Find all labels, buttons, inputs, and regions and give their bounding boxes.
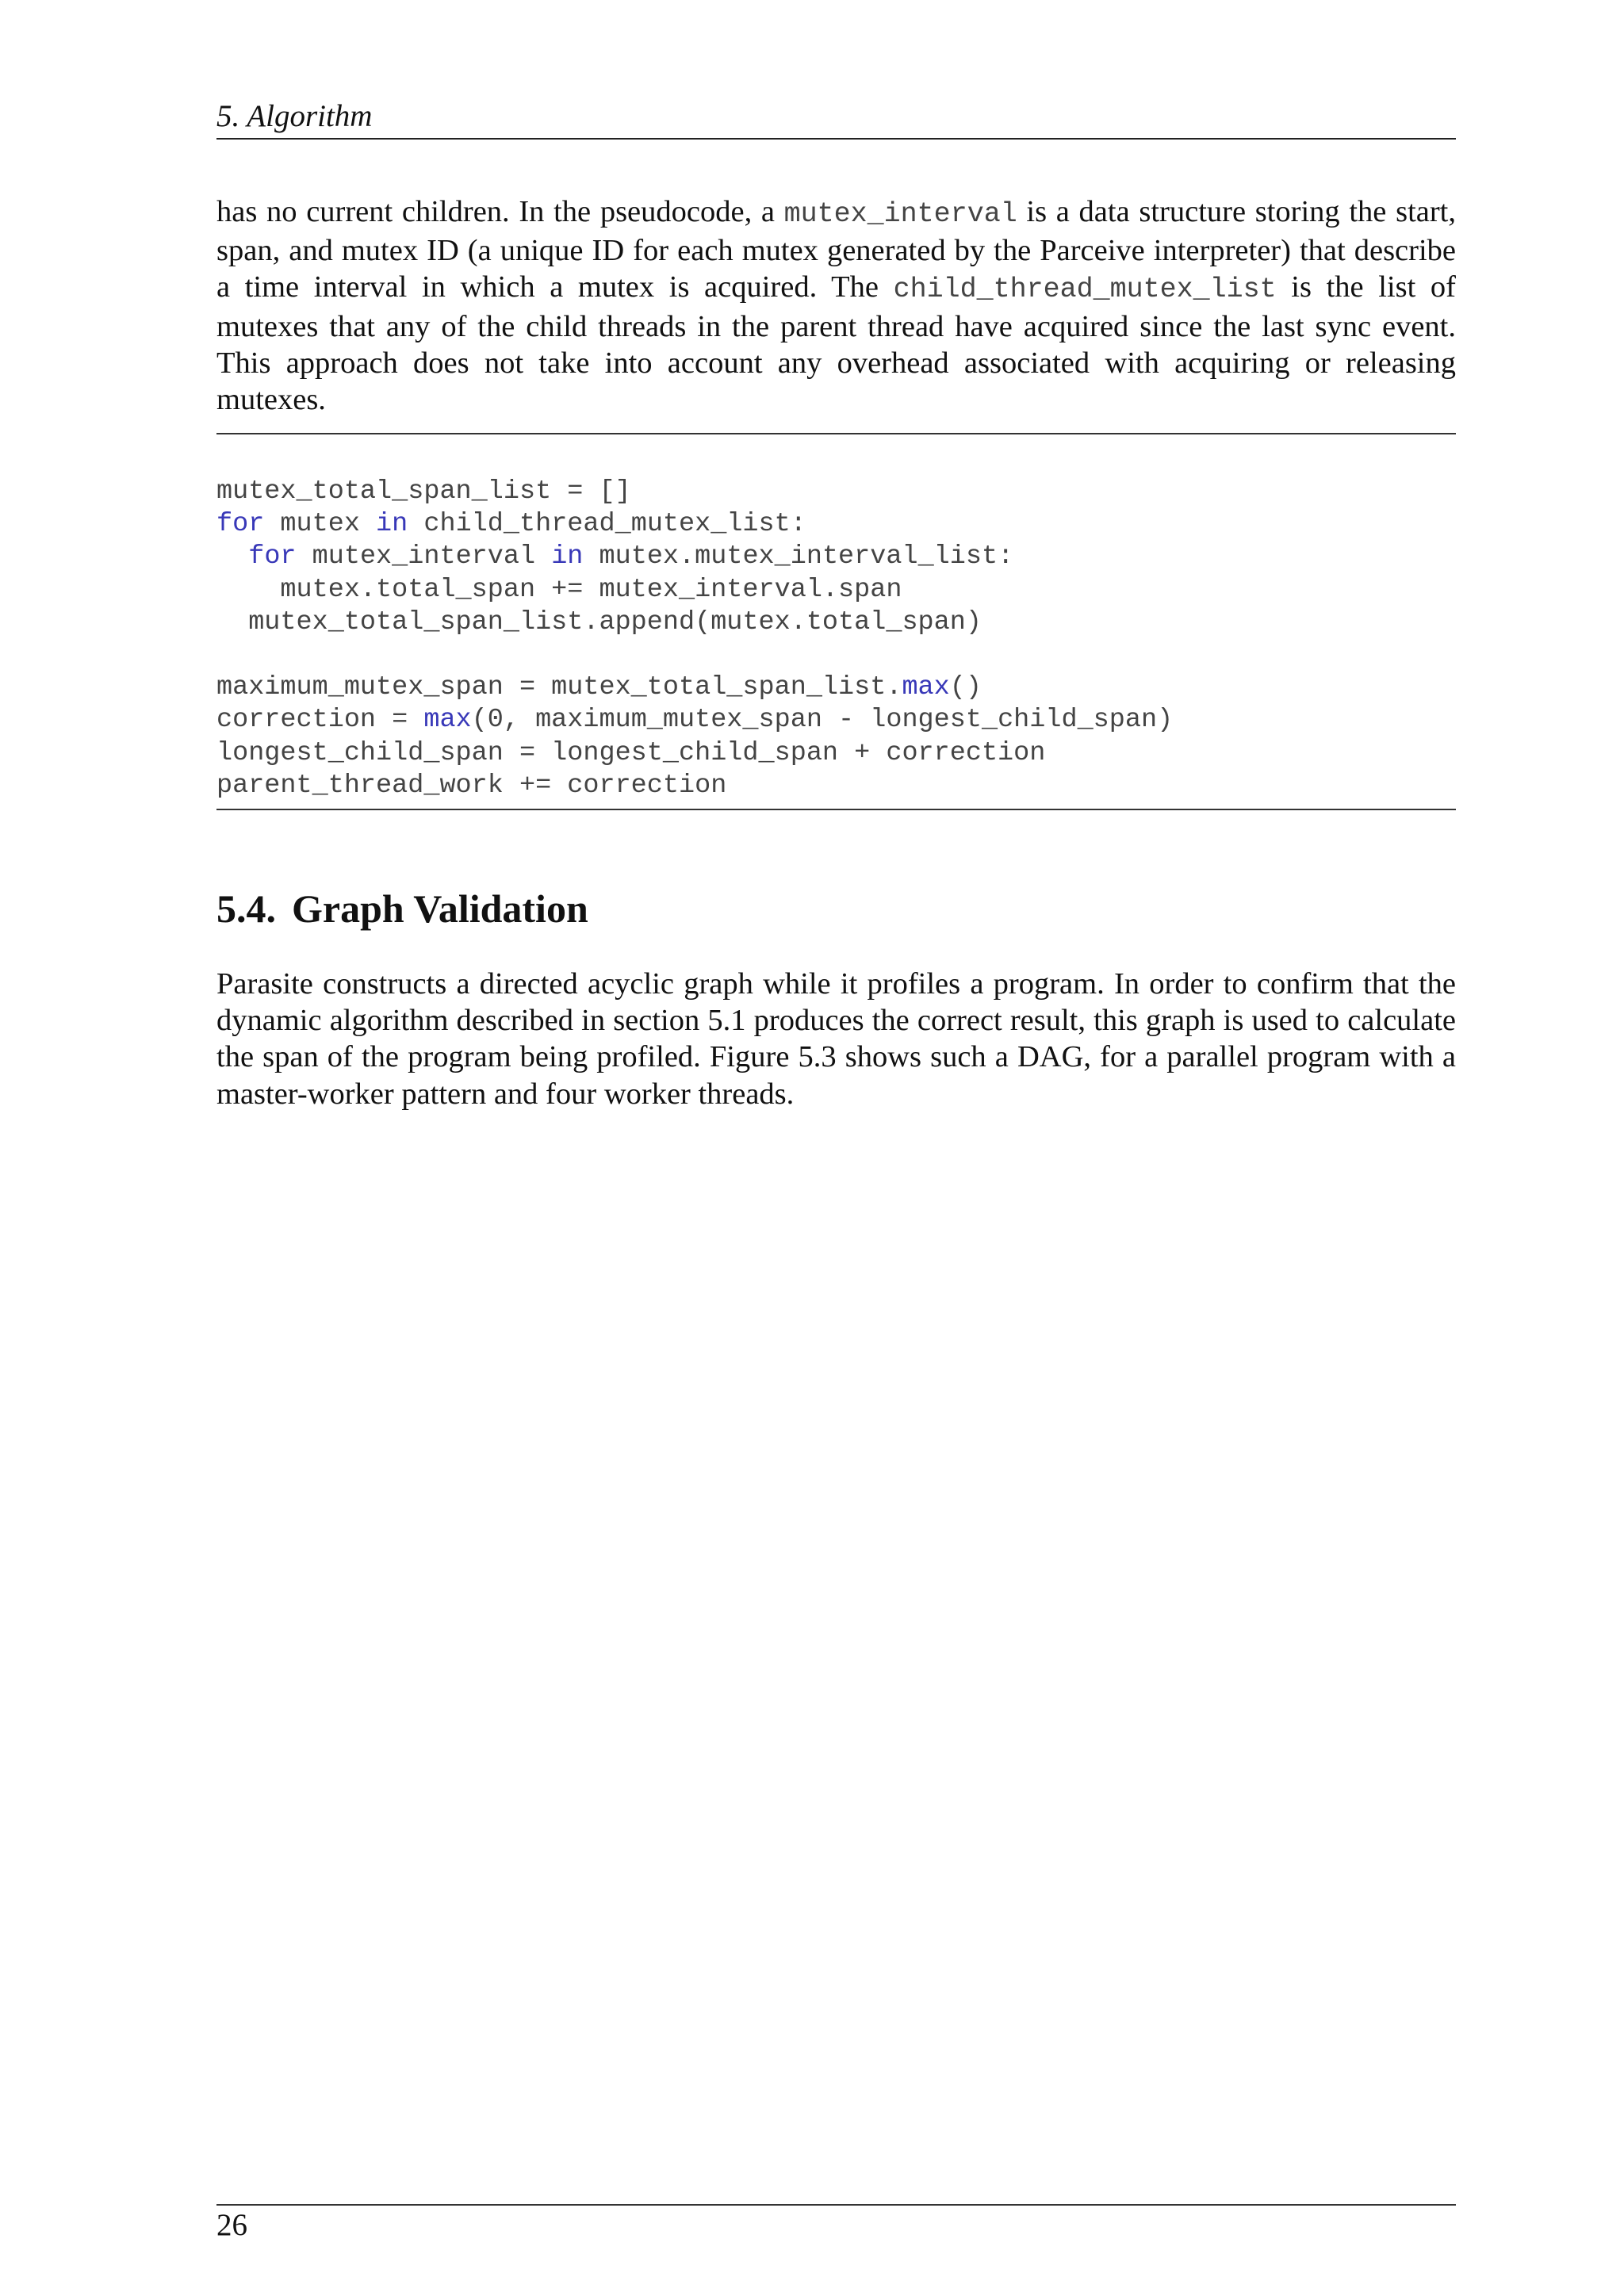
code-line bbox=[216, 574, 1456, 607]
code-text: mutex.total_span += mutex_interval.span bbox=[216, 574, 902, 605]
code-keyword: in bbox=[551, 541, 584, 572]
code-bottom-rule bbox=[216, 809, 1456, 810]
code-text: () bbox=[949, 672, 982, 703]
code-line bbox=[216, 476, 1456, 508]
code-line bbox=[216, 737, 1456, 770]
code-text: (0, maximum_mutex_span - longest_child_span) bbox=[471, 705, 1174, 736]
code-text: mutex bbox=[264, 509, 377, 540]
code-blank-line bbox=[216, 639, 1456, 672]
paragraph-mutex-description bbox=[216, 193, 1456, 418]
chapter-title: 5. Algorithm bbox=[216, 99, 373, 133]
code-text: mutex_total_span_list.append(mutex.total_span) bbox=[216, 607, 982, 637]
code-keyword: in bbox=[376, 509, 408, 540]
code-line bbox=[216, 770, 1456, 802]
paragraph-text: has no current children. In the pseudocode, a bbox=[216, 195, 784, 228]
code-top-rule bbox=[216, 433, 1456, 434]
inline-code-mutex-interval: mutex_interval bbox=[783, 198, 1017, 230]
code-line bbox=[216, 508, 1456, 541]
footer-rule bbox=[216, 2204, 1456, 2206]
document-page bbox=[216, 0, 1456, 2296]
paragraph-text: is the list of mutexes that any of the child threads in the parent thread have acquired since the last sync event. This approach does not take into account any overhead associated with acquiring or releasing mutexes. bbox=[216, 270, 1456, 417]
code-text: correction = bbox=[216, 705, 424, 736]
code-text: maximum_mutex_span = mutex_total_span_list. bbox=[216, 672, 902, 703]
code-keyword: max bbox=[902, 672, 950, 703]
code-keyword: for bbox=[216, 509, 265, 540]
code-text: mutex.mutex_interval_list: bbox=[583, 541, 1014, 572]
code-line bbox=[216, 704, 1456, 737]
section-number: 5.4. bbox=[216, 886, 276, 931]
code-keyword: for bbox=[248, 541, 297, 572]
paragraph-text: is a data structure storing the start, span, and mutex ID (a unique ID for each mutex generated by the Parceive interpreter) that describe a time interval in which a mutex is acquired. The bbox=[216, 195, 1456, 304]
code-indent bbox=[216, 541, 248, 572]
section-title: Graph Validation bbox=[292, 886, 588, 931]
code-text: mutex_interval bbox=[296, 541, 552, 572]
code-text: parent_thread_work += correction bbox=[216, 770, 727, 801]
code-line bbox=[216, 541, 1456, 573]
code-line bbox=[216, 672, 1456, 704]
pseudocode-listing bbox=[216, 476, 1456, 802]
code-text: longest_child_span = longest_child_span + correction bbox=[216, 737, 1046, 768]
code-keyword: max bbox=[423, 705, 472, 736]
code-text: mutex_total_span_list = [] bbox=[216, 476, 631, 507]
inline-code-child-thread-mutex-list: child_thread_mutex_list bbox=[893, 274, 1277, 306]
code-line bbox=[216, 607, 1456, 639]
running-header bbox=[216, 97, 1456, 140]
page-number: 26 bbox=[216, 2208, 247, 2242]
section-heading bbox=[216, 885, 588, 932]
code-text: child_thread_mutex_list: bbox=[408, 509, 806, 540]
paragraph-graph-validation: Parasite constructs a directed acyclic graph while it profiles a program. In order to confirm that the dynamic algorithm described in section 5.1 produces the correct result, this graph is used to calculate the span of the program being profiled. Figure 5.3 shows such a DAG, for a parallel program with a master-worker pattern and four worker threads. bbox=[216, 967, 1456, 1111]
